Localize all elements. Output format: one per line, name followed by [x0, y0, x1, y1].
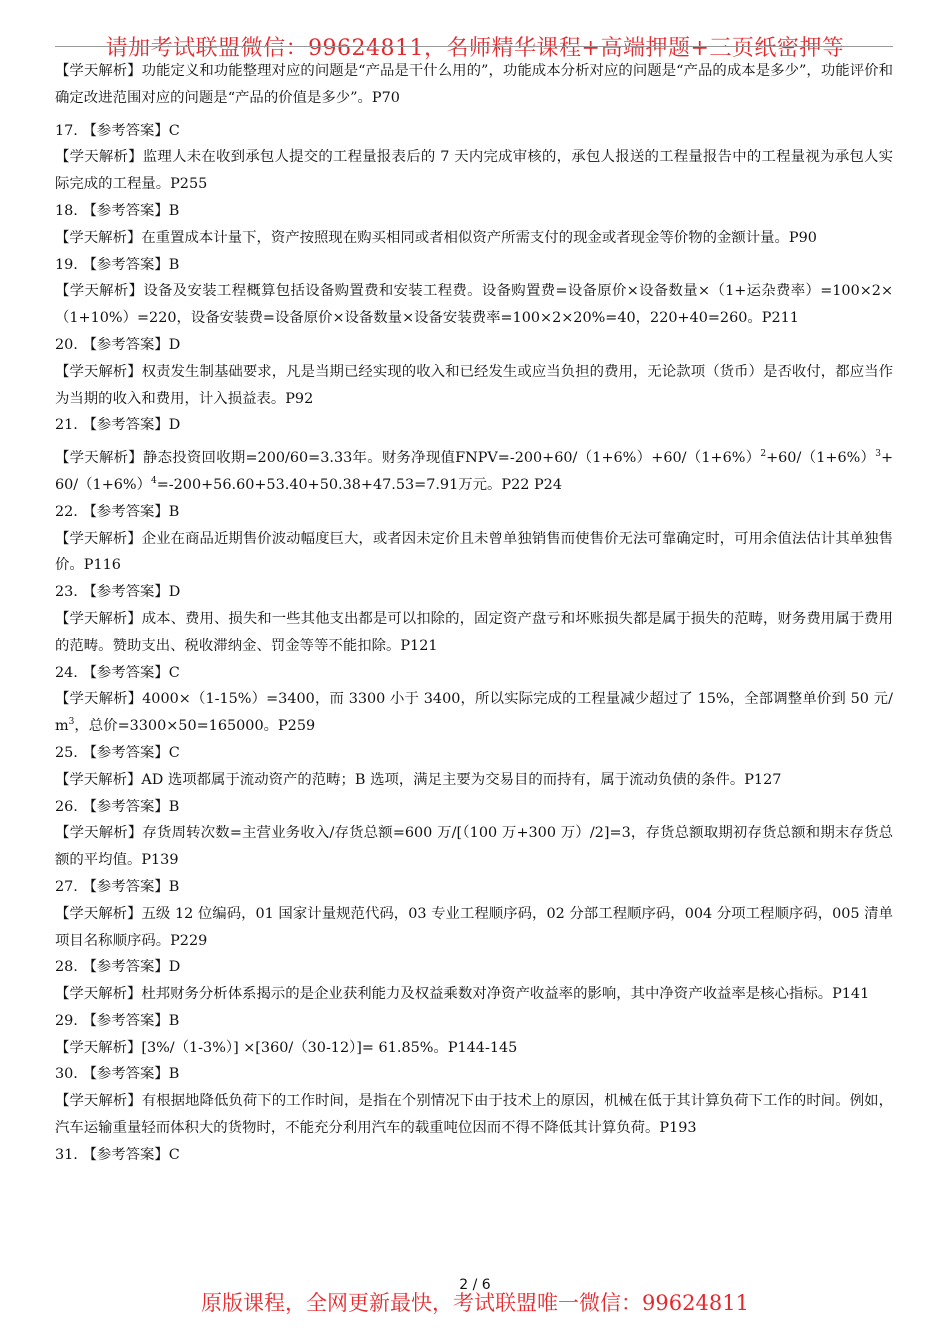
answer-24: 24. 【参考答案】C [55, 664, 180, 681]
explanation-30: 【学天解析】有根据地降低负荷下的工作时间，是指在个别情况下由于技术上的原因，机械在低于其计算负荷下工作的时间。例如，汽车运输重量轻而体积大的货物时，不能充分利用汽车的载重吨位因而不得不降低其计算负荷。P193 [55, 1093, 893, 1137]
explanation-18: 【学天解析】在重置成本计量下，资产按照现在购买相同或者相似资产所需支付的现金或者现金等价物的金额计量。P90 [55, 229, 817, 246]
answer-31: 31. 【参考答案】C [55, 1146, 180, 1163]
explanation-22: 【学天解析】企业在商品近期售价波动幅度巨大，或者因未定价且未曾单独销售而使售价无法可靠确定时，可用余值法估计其单独售价。P116 [55, 530, 893, 574]
answer-19: 19. 【参考答案】B [55, 256, 180, 273]
page-number: 2 / 6 [459, 1277, 491, 1293]
exponent-4: 4 [151, 476, 157, 487]
explanation-21-part-b: +60/（1+6%） [766, 450, 876, 467]
explanation-21-part-a: 【学天解析】静态投资回收期=200/60=3.33年。财务净现值FNPV=-200+60/（1+6%）+60/（1+6%） [55, 450, 761, 467]
header-rule [55, 46, 893, 47]
explanation-19: 【学天解析】设备及安装工程概算包括设备购置费和安装工程费。设备购置费=设备原价×设备数量×（1+运杂费率）=100×2×（1+10%）=220，设备安装费=设备原价×设备数量×设备安装费率=100×2×20%=40，220+40=260。P211 [55, 283, 893, 327]
answer-20: 20. 【参考答案】D [55, 336, 181, 353]
answer-content [55, 58, 893, 1169]
answer-30: 30. 【参考答案】B [55, 1066, 180, 1083]
explanation-16: 【学天解析】功能定义和功能整理对应的问题是“产品是干什么用的”，功能成本分析对应的问题是“产品的成本是多少”，功能评价和确定改进范围对应的问题是“产品的价值是多少”。P70 [55, 63, 893, 106]
answer-25: 25. 【参考答案】C [55, 744, 180, 761]
answer-22: 22. 【参考答案】B [55, 503, 180, 520]
explanation-24-part-a: 【学天解析】4000×（1-15%）=3400，而 3300 小于 3400，所以实际完成的工程量减少超过了 15%，全部调整单价到 50 元/m [55, 691, 893, 735]
explanation-24 [55, 686, 893, 740]
cubic-exponent: 3 [68, 717, 75, 728]
explanation-20: 【学天解析】权责发生制基础要求，凡是当期已经实现的收入和已经发生或应当负担的费用，无论款项（货币）是否收付，都应当作为当期的收入和费用，计入损益表。P92 [55, 363, 893, 407]
explanation-21 [55, 445, 893, 499]
answer-21: 21. 【参考答案】D [55, 417, 181, 434]
explanation-21-part-d: =-200+56.60+53.40+50.38+47.53=7.91万元。P22 P24 [156, 476, 562, 493]
explanation-25: 【学天解析】AD 选项都属于流动资产的范畴；B 选项，满足主要为交易目的而持有，属于流动负债的条件。P127 [55, 771, 782, 788]
exponent-3: 3 [875, 449, 881, 460]
explanation-29: 【学天解析】[3%/（1-3%）] ×[360/（30-12）]= 61.85%。P144-145 [55, 1039, 518, 1056]
answer-27: 27. 【参考答案】B [55, 878, 180, 895]
header-watermark-banner: 请加考试联盟微信：99624811，名师精华课程+高端押题+三页纸密押等 [105, 36, 845, 61]
explanation-24-part-b: ，总价=3300×50=165000。P259 [74, 718, 316, 735]
explanation-23: 【学天解析】成本、费用、损失和一些其他支出都是可以扣除的，固定资产盘亏和坏账损失都是属于损失的范畴，财务费用属于费用的范畴。赞助支出、税收滞纳金、罚金等等不能扣除。P121 [55, 610, 893, 654]
explanation-26: 【学天解析】存货周转次数=主营业务收入/存货总额=600 万/[（100 万+300 万）/2]=3，存货总额取期初存货总额和期末存货总额的平均值。P139 [55, 825, 893, 869]
answer-28: 28. 【参考答案】D [55, 959, 181, 976]
answer-29: 29. 【参考答案】B [55, 1012, 180, 1029]
answer-17: 17. 【参考答案】C [55, 122, 180, 139]
answer-26: 26. 【参考答案】B [55, 798, 180, 815]
explanation-28: 【学天解析】杜邦财务分析体系揭示的是企业获利能力及权益乘数对净资产收益率的影响，其中净资产收益率是核心指标。P141 [55, 986, 870, 1003]
explanation-17: 【学天解析】监理人未在收到承包人提交的工程量报表后的 7 天内完成审核的，承包人报送的工程量报告中的工程量视为承包人实际完成的工程量。P255 [55, 149, 893, 193]
footer-watermark-banner: 原版课程，全网更新最快，考试联盟唯一微信：99624811 [201, 1291, 749, 1315]
explanation-27: 【学天解析】五级 12 位编码，01 国家计量规范代码，03 专业工程顺序码，02 分部工程顺序码，004 分项工程顺序码，005 清单项目名称顺序码。P229 [55, 905, 893, 949]
explanation-21-part-c: +60/（1+6%） [55, 450, 893, 493]
answer-18: 18. 【参考答案】B [55, 202, 180, 219]
answer-23: 23. 【参考答案】D [55, 584, 181, 601]
exponent-2: 2 [760, 449, 767, 460]
